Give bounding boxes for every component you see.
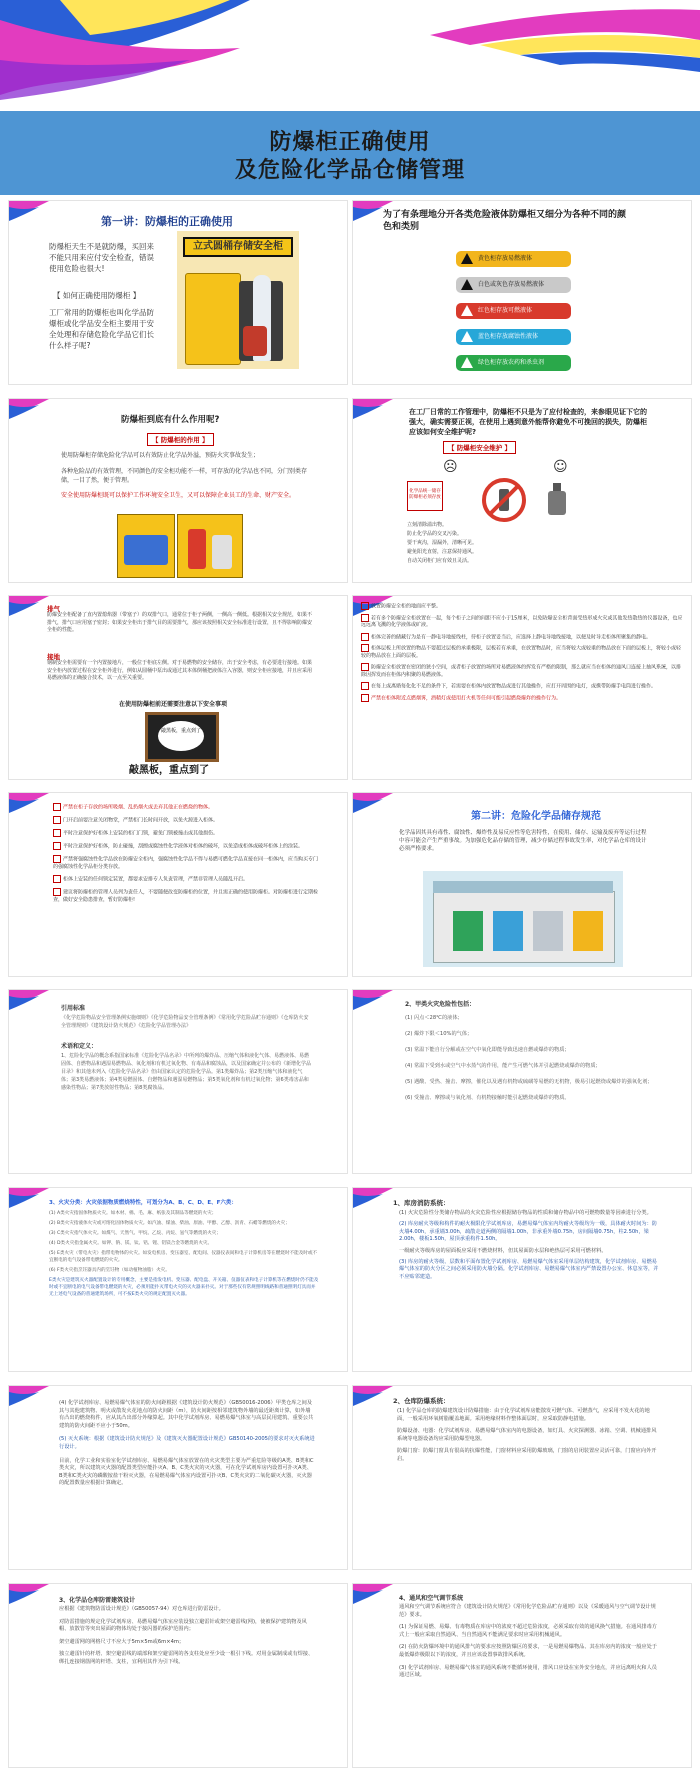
can-icon: [188, 529, 206, 569]
rule-text: 防爆安全柜放置在密闭的狭小空间，或者柜子放置的场所对易燃液体的挥发有严格的限制，那么就应当在柜体的通风口连接上抽风系统，以排除因挥发而在柜体内积聚的易燃液体。: [361, 664, 682, 678]
bullet-3: 安全使用防爆柜既可以保护工作环境安全卫生，又可以保障企业员工的生命、财产安全。: [61, 492, 296, 499]
corner-swoosh-icon: [9, 1386, 49, 1406]
speech-bubble: 敲黑板，重点到了: [158, 721, 204, 751]
hazard-heading: 2、甲类火灾危险性包括：: [405, 1001, 476, 1008]
category-label: 蓝色柜存放腐蚀性液体: [478, 333, 539, 340]
maintenance-item: 自动关闭柜门应有效且灵活。: [407, 558, 473, 564]
maintenance-item: 避免阳光直射，注意保持通风。: [407, 549, 478, 555]
paragraph: (1) 化学品仓库的防爆建筑设计防爆措施：由于化学试剂库房能散发可燃气体、可燃蒸气，应采用不发火花的地面，一般采用环氧树脂覆盖地面。采用绝缘材料作整体面层时，应采取防静电措施。: [397, 1408, 650, 1422]
paragraph: 一级耐火等级库房的屋面板应采用不燃烧材料，但其屋面防水层和绝热层可采用可燃材料。: [399, 1247, 607, 1254]
warehouse-roof: [433, 881, 613, 893]
hazard-item: (4) 常温下受到水或空气中水蒸气的作用，能产生可燃气体并引起燃烧或爆炸的物质；: [405, 1063, 601, 1069]
smile-face-icon: ☺: [553, 459, 568, 475]
fire-protection-heading: 1、库房消防系统：: [393, 1199, 450, 1207]
rule-text: 严禁在柜子存放的场所吸烟、乱扔烟火或丢弃其他正在燃烧的物体。: [63, 804, 214, 811]
warning-icon: [461, 253, 473, 264]
rule-item: [53, 855, 319, 871]
rule-item: [53, 816, 319, 825]
cabinet-photo-right: [177, 514, 243, 578]
slide-exhaust-grounding: [8, 595, 348, 780]
drum-icon: [243, 326, 267, 356]
slide-title: 第一讲：防爆柜的正确使用: [101, 215, 233, 228]
slide-cabinet-maintenance: [352, 398, 692, 583]
bottle-icon: [543, 481, 573, 517]
warning-icon: [461, 279, 473, 290]
checkbox-icon: [361, 694, 369, 702]
paragraph: (1) 为保证易燃、易爆、有毒物质在库房中的浓度不超过危险浓度，必须采取有效的通风换气措施。在通风排毒方式上一般应采取自然通风、当自然通风不能满足要求时应采用机械通风。: [399, 1624, 657, 1638]
slide-standards: [8, 989, 348, 1174]
corner-swoosh-icon: [9, 399, 49, 419]
cover-title-line2: 及危险化学品仓储管理: [234, 158, 465, 183]
cover-title-line1: 防爆柜正确使用: [269, 130, 431, 155]
paragraph: (2) 在防火防爆环境中的通风排气的要求应按照防爆区的要求，一是易燃易爆物品、其在库房内的浓度一般应处于最低爆炸极限以下的浓度，并且应该设置事故排风系统。: [399, 1644, 657, 1658]
bullet-1: 使用防爆柜存储危险化学品可以有效防止化学品外溢，预防火灾事故发生；: [61, 452, 260, 459]
slide-lecture-two: [352, 792, 692, 977]
intro-text: 防爆柜天生不是就防爆，买回来不能只用来应付安全检查，错误使用危险也很大!: [49, 242, 154, 273]
rule-item: [361, 694, 683, 703]
checkbox-icon: [53, 855, 61, 863]
slide-class-a-hazard: [352, 989, 692, 1174]
checkbox-icon: [361, 663, 369, 671]
fire-class-item: (3) C类火灾指气体火灾。如煤气、天然气、甲烷、乙烷、丙烷、氢气等燃烧的火灾；: [49, 1231, 221, 1236]
fire-class-item: (2) B类火灾指液体火灾或可熔化固体物质火灾。如汽油、煤油、柴油、原油、甲醇、乙醇、沥青、石蜡等燃烧的火灾；: [49, 1221, 290, 1226]
slide-lecture-one: [8, 200, 348, 385]
paragraph: (4) 化学试剂库房、易燃易爆气体室的防火间距根据《建筑设计防火规范》（GB50016-2006）甲类仓库之间及其与其他建筑物、明火或散发火花地点的防火间距（m），防火间距按相邻建筑物外墙的最近距离计算，如外墙有凸出的燃烧构件，应从其凸出部分外缘算起。其中化学试剂库房、易燃易爆气体室与高层民用建筑、重要公共建筑的防火间距不应小于50m。: [59, 1400, 314, 1429]
slide-cabinet-purpose: [8, 398, 348, 583]
category-blue: [456, 329, 571, 345]
exhaust-text: 防爆安全柜配备了直内置熄焰器（带塞子）的双排气口，通常位于柜子两侧，一侧高一侧低。根据相关安全规范，如果不排气，排气口应用塞子密封；如果安全柜出于排气目的需要排气，那应该按照相关安全标准进行设置，且不得影响防爆安全柜的性能。: [47, 612, 313, 633]
rule-item: [361, 682, 683, 691]
rule-text: 在每上或离婚每化化不足的条件下，若需要在柜体内放置物品或进行其他操作，应打开周围的电灯，或携带防爆手电筒进行操作。: [371, 683, 657, 690]
room-yellow: [573, 911, 603, 951]
blackboard-icon: [145, 712, 219, 762]
rule-text: 门开启前要注意关闭物堂，严禁柜门长时间开放，以免火源进入柜体。: [63, 817, 219, 824]
checkbox-icon: [53, 888, 61, 896]
checkbox-icon: [361, 633, 369, 641]
intro-text: 化学品因其具有毒性、腐蚀性、爆炸性及易反应性等危害特性，在使用、储存、运输及废弃等运行过程中容可能会产生严重事故。为加强危化品存储的管理，减少存储过程事故发生率，对化学品仓库的设计必须严格要求。: [399, 830, 647, 852]
explosion-proof-heading: 2、仓库防爆系统：: [393, 1397, 450, 1405]
room-blue: [493, 911, 523, 951]
slide-fire-spacing: [8, 1385, 348, 1570]
paragraph: 通风和空气调节系统应符合《建筑设计防火规范》《常用化学危险品贮存通则》以及《采暖通风与空气调节设计规范》要求。: [399, 1604, 656, 1618]
hazard-list: [405, 1014, 661, 1102]
no-bottle-icon: [481, 477, 527, 523]
rule-item: [361, 663, 683, 679]
paragraph: (3) 化学试剂库房、易燃易爆气体室的通风系统不能循环使用，排风口应设在室外安全地点，并应远离明火和人员通过区域。: [399, 1664, 657, 1679]
cabinet-sign: 立式圆桶存储安全柜: [183, 237, 293, 257]
slide-title: 防爆柜到底有什么作用呢?: [121, 415, 220, 425]
ventilation-text: [399, 1604, 659, 1680]
maintenance-list: [407, 521, 477, 566]
section-label: 【 如何正确使用防爆柜 】: [53, 291, 141, 300]
usage-rules-list: [53, 803, 319, 908]
slide-usage-rules: [8, 792, 348, 977]
corner-swoosh-icon: [9, 1584, 49, 1604]
rule-item: [361, 644, 683, 660]
paragraph: (3) 库房的耐火等级、层数和平面布置化学试剂库房、易燃易爆气体室采用单层结构建筑，化学试剂库房、易燃易爆气体室的防火分区之间必须采用防火墙分隔。化学试剂库房、易燃易爆气体室内严禁设置办公室、休息室等，并不应贴邻建造。: [399, 1259, 659, 1280]
corner-swoosh-icon: [353, 793, 393, 813]
paragraph: 对防雷措施的规定化学试剂库房、易燃易爆气体室应装设独立避雷针或架空避雷线(网)，使被保护建筑物及风帽、放散管等突出屋面的物体均处于接闪器的保护范围内；: [59, 1618, 307, 1633]
slide-title: 第二讲：危险化学品储存规范: [471, 811, 601, 822]
corner-swoosh-icon: [353, 1188, 393, 1208]
lightning-text: [59, 1606, 315, 1667]
maintenance-item: 防止化学品的交叉污染。: [407, 531, 463, 537]
cabinet-description: 工厂常用的防爆柜也叫化学品防爆柜或化学品安全柜主要用于安全处理和存储危险化学品它们长什么样子呢?: [49, 308, 154, 350]
fire-class-note: E类火灾是建筑灭火器配置设计的专用概念，主要是指发电机、变压器、配电盘、开关箱、仪器仪表和电子计算机等在燃烧时仍不能及时或不宜断电的电气设备带电燃烧的火灾，必须用能扑灭带电火灾的灭火器来扑灭。对于那些仅有常规照明线路和普通照明灯具而并无上述电气设备的普通建筑场所，可不按E类火灾的规定配置灭火器。: [49, 1278, 319, 1297]
fire-class-heading: 3、火灾分类：火灾依据物质燃烧特性，可划分为A、B、C、D、E、F六类：: [49, 1200, 237, 1206]
corner-swoosh-icon: [353, 1584, 393, 1604]
hazard-item: (1) 闪点＜28℃的液体；: [405, 1015, 463, 1021]
paragraph: 防爆门窗：防爆门窗具有很高的抗爆性能，门窗材料应采用防爆玻璃，门窗的启闭装置应灵活可靠，门窗应向外开启。: [397, 1448, 657, 1462]
hazard-item: (6) 受撞击、摩擦或与氧化剂、有机物接触时能引起燃烧或爆炸的物质。: [405, 1095, 570, 1101]
checkbox-icon: [53, 803, 61, 811]
heading-grounding: 接地: [47, 653, 60, 661]
notice-banner: 在使用防爆柜前还需要注意以下安全事项: [119, 701, 228, 708]
category-yellow: [456, 251, 571, 267]
warning-icon: [461, 305, 473, 316]
slide-ventilation: [352, 1583, 692, 1768]
cabinet-photo-left: [117, 514, 175, 578]
slide-placement-rules: [352, 595, 692, 780]
corner-swoosh-icon: [9, 1188, 49, 1208]
slide-cabinet-colors: [352, 200, 692, 385]
room-gray: [533, 911, 563, 951]
rule-text: 平时注意保护好柜体，防止碰撞，刮擦或腐蚀性化学液体对柜体的破坏，以免造成柜体或破坏柜体上的涂装。: [63, 843, 304, 850]
grounding-text: 钢制安全柜需要有一个内置接地片，一般位于柜底左侧。对于易燃物的安全储存，出于安全考虑，有必要进行接地。如果安全柜内放置过程在安全柜外进行，例如从圆桶中泵出或通过其本体倒桶把液体注入容器，则安全柜应接地，并且应采用易燃液体的正确接合技术，以一点至关重要。: [47, 660, 313, 681]
rule-item: [361, 602, 683, 611]
yellow-cabinet: [185, 273, 241, 365]
storage-tag: 化学品统一储存防爆柜必须存放: [407, 481, 443, 511]
fire-class-item: (4) D类火灾指金属火灾。如钾、钠、镁、钛、锆、锂、铝镁合金等燃烧的火灾。: [49, 1241, 213, 1246]
paragraph: 防爆设备、电器：化学试剂库房、易燃易爆气体室内的电器设备，如灯具、火灾探测器、冰箱、空调、机械通排风系统等电器设备均应采用防爆型电器。: [397, 1428, 657, 1442]
checkbox-icon: [361, 614, 369, 622]
paragraph: (1) 火灾危险性分类储存物品的火灾危险性应根据储存物品的性质和储存物品中的可燃物数量等因素进行分类。: [399, 1210, 652, 1216]
cover-title: [0, 129, 700, 185]
cover-slide: [0, 0, 700, 198]
standards-heading: 引用标准: [61, 1005, 86, 1012]
caption: 敲黑板，重点到了: [129, 765, 209, 776]
paragraph: 目前，化学工业和实验室化学试剂库房、易燃易爆气体室放置在的火灾类型主要为严重危险等级的A类、B类和C类火灾，所以建筑灭火器的配置类型应能扑灭A、B、C类火灾的灭火器，可在化学试剂库房内设置可扑灭A类、B类和C类火灾的磷酸铵盐干粉灭火器，在易燃易爆气体室内设置可扑灭B、C类火灾的二氧化碳灭火器，灭火器的配置数量应根据计算确定。: [59, 1457, 314, 1487]
slide-lightning-protection: [8, 1583, 348, 1768]
rule-text: 平时注意保护好柜体上安装的柜门门锁，避免门锁被撞击或其他损伤。: [63, 830, 219, 837]
slide-fire-classes: [8, 1187, 348, 1372]
category-red: [456, 303, 571, 319]
fire-class-item: (6) F类火灾指烹饪器具内的烹饪物（如动植物油脂）火灾。: [49, 1268, 170, 1273]
paragraph: (2) 库房耐火等级和构件的耐火极限化学试剂库房，易燃易爆气体室内均耐火等级均为一级，具体耐火时间为：防火墙4.00h，承重墙3.00h，疏散走道两侧的隔墙1.00h，非承重外墙0.75h，房间隔墙0.75h，柱2.50h，梁2.00h，楼板1.50h，屋顶承重构件1.50h。: [399, 1221, 657, 1243]
cabinet-photo: [177, 231, 299, 369]
checkbox-icon: [53, 829, 61, 837]
rule-item: [53, 842, 319, 851]
paragraph: 独立避雷针的杆塔、架空避雷线的端部和架空避雷网的各支柱处应至少设一根引下线。对用金属制成或有焊接、绑扎连接钢筋网的杆塔、支柱，宜利用其作为引下线。: [59, 1651, 314, 1665]
checkbox-icon: [361, 602, 369, 610]
fire-protection-text: [399, 1210, 659, 1281]
rules-list: [361, 602, 683, 706]
category-label: 红色柜存放可燃液体: [478, 307, 533, 314]
rule-item: [53, 875, 319, 884]
hazard-item: (3) 常温下能自行分解或在空气中氧化即能导致迅速自燃或爆炸的物质；: [405, 1047, 570, 1053]
fire-spacing-text: [59, 1400, 315, 1488]
rule-item: [361, 633, 683, 642]
category-label: 黄色柜存放易燃液体: [478, 255, 533, 262]
hazard-item: (5) 遇酸、受热、撞击、摩擦，催化以及遇有机物或硫磺等易燃的无机物，极易引起燃烧或爆炸的强氧化剂；: [405, 1079, 653, 1085]
category-label: 绿色柜存放农药和杀虫剂: [478, 359, 545, 366]
can-icon: [212, 535, 232, 569]
checkbox-icon: [361, 682, 369, 690]
category-label: 白色或灰色存放易燃液体: [478, 281, 545, 288]
rule-text: 若有多个防爆安全柜放置在一起，每个柜子之间的间距不应小于15厘米，以免防爆安全柜背面受热形成火灾或其他发热散热的仪器设备，也应远远离飞溅的化学液体或矿液。: [361, 615, 683, 629]
maintenance-item: 立刻清除溢出物。: [407, 522, 448, 528]
corner-swoosh-icon: [9, 990, 49, 1010]
rule-text: 建议将防爆柜的管理人员列为责任人，不要随便改变防爆柜的位置，并且需正确的使用防爆柜。对防爆柜进行定期检查，做好安全隐患排查，暂好防爆柜!: [53, 889, 319, 903]
corner-swoosh-icon: [9, 793, 49, 813]
rule-item: [53, 888, 319, 904]
sad-face-icon: ☹: [443, 459, 458, 475]
bottle-icon: [124, 535, 168, 565]
standards-text: 《化学危险物品安全管理条例实施细则》《化学危险物品安全管理条例》《常用化学危险品贮存通则》《仓库防火安全管理规则》《建筑设计防火规范》《危险化学品管理办法》: [61, 1015, 309, 1029]
rule-text: 严禁将强腐蚀性化学品放在防爆安全柜内，强腐蚀性化学品不得与易燃可燃化学品直接在同一柜体内，应当购买专门的强腐蚀性化学品柜分类存放。: [53, 856, 319, 870]
corner-swoosh-icon: [353, 990, 393, 1010]
checkbox-icon: [53, 816, 61, 824]
category-green: [456, 355, 571, 371]
warehouse-illustration: [423, 871, 623, 967]
paragraph: (5) 灭火系统：根据《建筑设计防火规范》及《建筑灭火器配置设计规范》GB50140-2005的要求对灭火系统进行设计。: [59, 1436, 315, 1450]
room-green: [453, 911, 483, 951]
rule-text: 放置防爆安全柜的地面应平整。: [371, 603, 442, 610]
rule-text: 严禁在柜体附近点燃烟雾，酒精灯或使用打火机等任何可能引起燃烧爆炸的操作行为。: [371, 695, 562, 702]
fire-class-item: (5) E类火灾（带电火灾）指带电物体的火灾。如发电机房、变压器室、配电间、仪器仪表间和电子计算机房等在燃烧时不能及时或不宜断电的电气设备带电燃烧的火灾。: [49, 1251, 318, 1263]
hazard-item: (2) 爆炸下限＜10%的气体；: [405, 1031, 473, 1037]
slide-title: 为了有条理地分开各类危险液体防爆柜又细分为各种不同的颜色和类别: [383, 210, 627, 232]
bullet-2: 各种危险品的有效管理，不同颜色的安全柜功能不一样，可存放的化学品也不同，分门别类存储，一目了然，便于管理。: [61, 468, 308, 484]
paragraph: 应根据《建筑物防雷设计规范》（GB50057-94）对仓库进行防雷设计。: [59, 1606, 224, 1612]
paragraph: 架空避雷网的网格尺寸不应大于5m×5m或6m×4m；: [59, 1638, 185, 1645]
warning-icon: [461, 331, 473, 342]
slide-fire-protection: [352, 1187, 692, 1372]
decorative-swoosh-icon: [0, 0, 700, 110]
corner-swoosh-icon: [9, 596, 49, 616]
explosion-proof-text: [397, 1408, 659, 1464]
heading-exhaust: 排气: [47, 605, 60, 613]
rule-item: [53, 803, 319, 812]
corner-swoosh-icon: [353, 399, 393, 419]
terms-text: 1、危险化学品的概念系指国家标准《危险化学品名录》中所列的爆炸品、压缩气体和液化气体、易燃液体、易燃固体、自燃物品和遇湿易燃物品、氧化剂和有机过氧化物、有毒品和腐蚀品，以及国家确定并公布的《新增化学品目录》和其他未列入《危险化学品名录》但由国家认定的危险化学品。第1类爆炸品；第2类压缩气体和液化气体；第3类易燃液体；第4类易燃固体、自燃物品和遇湿易燃物品；第5类氧化剂和有机过氧化物；第6类毒害品和感染性物品；第7类放射性物品；第8类腐蚀品。: [61, 1053, 312, 1091]
section-label: 【 防爆柜的作用 】: [147, 433, 214, 446]
rule-item: [361, 614, 683, 630]
corner-swoosh-icon: [9, 201, 49, 221]
checkbox-icon: [53, 842, 61, 850]
slide-explosion-proof: [352, 1385, 692, 1570]
lightning-heading: 3、化学品仓库防雷建筑设计: [59, 1597, 136, 1604]
slide-title: 在工厂日常的工作管理中，防爆柜不只是为了应付检查的，来参眼见证下它的强大，确实需要正视，在使用上遇到意外能帮你避免不可挽回的损失，防爆柜应该如何安全维护呢?: [409, 408, 647, 436]
warning-icon: [461, 357, 473, 368]
ventilation-heading: 4、通风和空气调节系统: [399, 1595, 464, 1602]
category-white-gray: [456, 277, 571, 293]
section-label: 【 防爆柜安全维护 】: [443, 441, 516, 454]
rule-text: 柜体完善的储藏行为是有一静电导地接线柱，待柜子放置妥当后，应选择上静电导地线接地，以便及时导走柜体所聚集的静电。: [371, 634, 652, 641]
rule-text: 柜体层板上所放置的物品不要超过层板的承重极限，层板若有承重，在放置物品时，应当将较大或较重的物品放在下面的层板上，将较小或轻较的物品放在上面的层板。: [361, 645, 682, 660]
maintenance-item: 要干爽沟，湿漏外，清晰可见。: [407, 540, 478, 546]
rule-item: [53, 829, 319, 838]
rule-text: 柜体上安装的任何锁定装置，都要求安排专人负责管理，严禁非管理人员随乱开启。: [63, 876, 249, 883]
corner-swoosh-icon: [353, 1386, 393, 1406]
checkbox-icon: [361, 644, 369, 652]
terms-heading: 术语和定义：: [61, 1043, 98, 1050]
checkbox-icon: [53, 875, 61, 883]
fire-class-list: [49, 1210, 319, 1298]
fire-class-item: (1) A类火灾指固体物质火灾。如木材、棉、毛、麻、纸张及其制品等燃烧的火灾；: [49, 1211, 217, 1216]
